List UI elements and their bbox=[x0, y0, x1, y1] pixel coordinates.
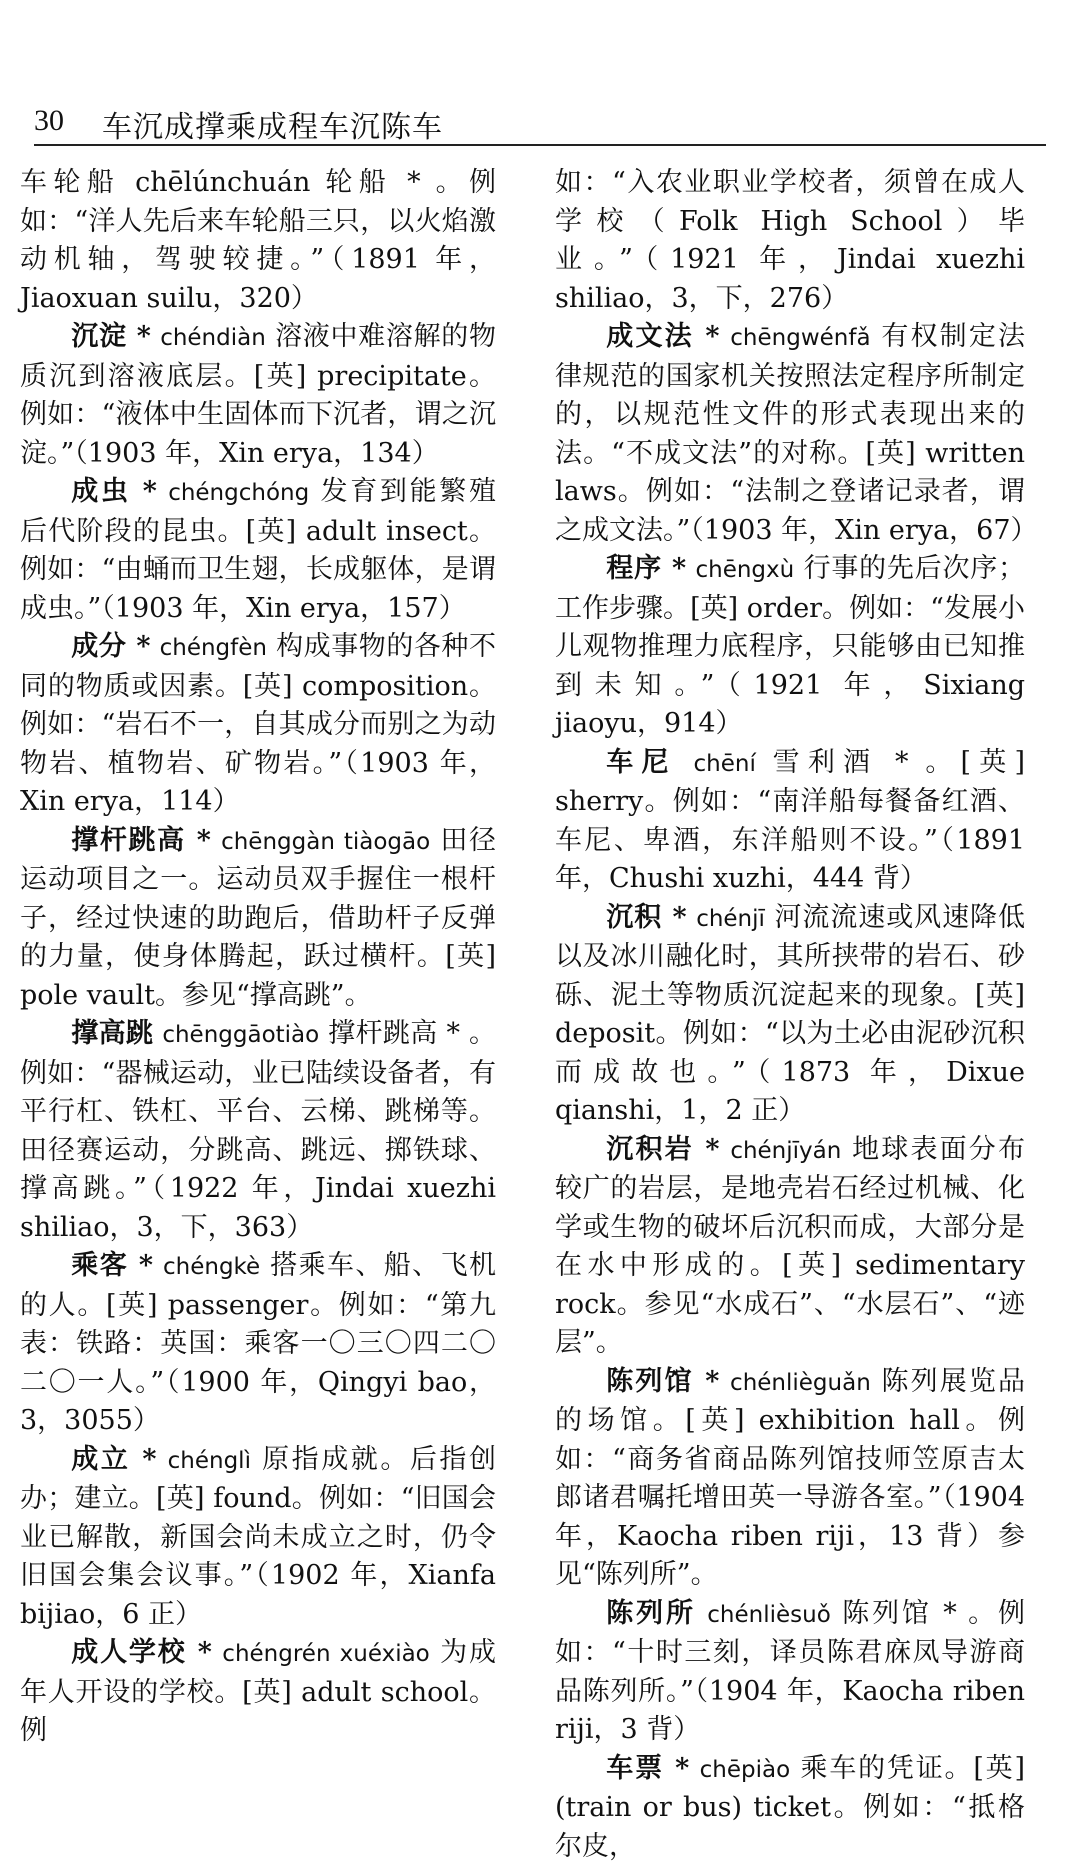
dictionary-entry bbox=[20, 628, 496, 822]
entry-text: 雪利酒 * 。[英] sherry。例如：“南洋船每餐备红酒、车尼、卑酒，东洋船则不设。”（1891 年，Chushi xuzhi，444 背） bbox=[555, 747, 1025, 895]
running-title: 车沉成撑乘成程车沉陈车 bbox=[102, 102, 443, 146]
entry-headword: 车票 * bbox=[606, 1753, 689, 1784]
entry-text: 撑杆跳高 * 。例如：“器械运动，业已陆续设备者，有平行杠、铁杠、平台、云梯、跳梯等。田径赛运动，分跳高、跳远、掷铁球、撑高跳。”（1922 年，Jindai xuezhi shiliao，3，下，363） bbox=[20, 1018, 496, 1243]
entry-text: 田径运动项目之一。运动员双手握住一根杆子，经过快速的助跑后，借助杆子反弹的力量，使身体腾起，跃过横杆。[英] pole vault。参见“撑高跳”。 bbox=[20, 825, 496, 1011]
entry-pinyin: chénlièsuǒ bbox=[707, 1602, 831, 1628]
entry-headword: 成人学校 * bbox=[71, 1637, 212, 1668]
dictionary-entry bbox=[20, 1015, 496, 1247]
entry-text: 地球表面分布较广的岩层，是地壳岩石经过机械、化学或生物的破坏后沉积而成，大部分是在水中形成的。[英] sedimentary rock。参见“水成石”、“水层石”、“迹层”。 bbox=[555, 1134, 1025, 1359]
entry-headword: 车尼 bbox=[606, 747, 676, 778]
dictionary-entry bbox=[20, 318, 496, 473]
dictionary-entry bbox=[20, 1634, 496, 1751]
entry-pinyin: chéndiàn bbox=[160, 325, 266, 351]
entry-text: 如：“入农业职业学校者，须曾在成人学校（Folk High School）毕业。”（1921 年，Jindai xuezhi shiliao，3，下，276） bbox=[555, 167, 1025, 314]
dictionary-entry bbox=[555, 899, 1025, 1131]
entry-text: 陈列展览品的场馆。[英] exhibition hall。例如：“商务省商品陈列馆技师笠原吉太郎诸君嘱托增田英一导游各室。”（1904 年，Kaocha riben riji，13 背）参见“陈列所”。 bbox=[555, 1366, 1025, 1591]
entry-pinyin: chénglì bbox=[168, 1448, 251, 1474]
entry-pinyin: chēní bbox=[694, 751, 756, 777]
entry-text: 车轮船 chēlúnchuán 轮船 * 。例如：“洋人先后来车轮船三只，以火焰激动机轴，驾驶较捷。”（1891 年，Jiaoxuan suilu，320） bbox=[20, 167, 496, 314]
entry-pinyin: chēnggāotiào bbox=[162, 1022, 319, 1048]
entry-text: 乘车的凭证。[英] (train or bus) ticket。例如：“抵格尔皮， bbox=[555, 1753, 1025, 1862]
entry-pinyin: chēngwénfǎ bbox=[730, 325, 870, 351]
entry-text: 原指成就。后指创办；建立。[英] found。例如：“旧国会业已解散，新国会尚未成立之时，仍令旧国会集会议事。”（1902 年，Xianfa bijiao，6 正） bbox=[20, 1444, 496, 1630]
dictionary-entry bbox=[555, 1363, 1025, 1595]
dictionary-entry bbox=[20, 164, 496, 318]
dictionary-entry bbox=[555, 1750, 1025, 1866]
entry-text: 构成事物的各种不同的物质或因素。[英] composition。例如：“岩石不一，自其成分而别之为动物岩、植物岩、矿物岩。”（1903 年，Xin erya，114） bbox=[20, 631, 496, 817]
entry-pinyin: chéngfèn bbox=[160, 635, 267, 661]
entry-pinyin: chéngkè bbox=[163, 1254, 260, 1280]
dictionary-entry bbox=[555, 550, 1025, 744]
dictionary-entry bbox=[20, 473, 496, 628]
entry-text: 行事的先后次序；工作步骤。[英] order。例如：“发展小儿观物推理力底程序，只能够由已知推到未知。”（1921 年，Sixiang jiaoyu，914） bbox=[555, 553, 1025, 739]
right-column bbox=[555, 164, 1025, 1866]
left-column bbox=[20, 164, 496, 1751]
entry-pinyin: chēpiào bbox=[700, 1757, 791, 1783]
dictionary-entry bbox=[555, 1131, 1025, 1363]
dictionary-entry bbox=[20, 1247, 496, 1441]
entry-pinyin: chénjī bbox=[696, 906, 765, 932]
entry-headword: 成分 * bbox=[71, 631, 150, 662]
dictionary-entry bbox=[555, 164, 1025, 318]
entry-pinyin: chēnggàn tiàogāo bbox=[221, 829, 430, 855]
page-header bbox=[34, 98, 1046, 148]
entry-headword: 陈列所 bbox=[606, 1598, 696, 1629]
entry-text: 河流流速或风速降低以及冰川融化时，其所挟带的岩石、砂砾、泥土等物质沉淀起来的现象。[英] deposit。例如：“以为土必由泥砂沉积而成故也。”（1873 年，Dixue qianshi，1，2 正） bbox=[555, 902, 1025, 1127]
entry-text: 搭乘车、船、飞机的人。[英] passenger。例如：“第九表：铁路：英国：乘客一〇三〇四二〇二〇一人。”（1900 年，Qingyi bao，3，3055） bbox=[20, 1250, 496, 1436]
entry-pinyin: chéngchóng bbox=[168, 480, 309, 506]
entry-text: 有权制定法律规范的国家机关按照法定程序所制定的，以规范性文件的形式表现出来的法。“不成文法”的对称。[英] written laws。例如：“法制之登诸记录者，谓之成文法。”（1903 年，Xin erya，67） bbox=[555, 321, 1038, 546]
entry-headword: 乘客 * bbox=[71, 1250, 153, 1281]
dictionary-entry bbox=[20, 822, 496, 1016]
dictionary-entry bbox=[555, 318, 1025, 550]
entry-headword: 成立 * bbox=[71, 1444, 156, 1475]
entry-headword: 撑杆跳高 * bbox=[71, 825, 211, 856]
entry-text: 为成年人开设的学校。[英] adult school。例 bbox=[20, 1637, 496, 1746]
entry-headword: 陈列馆 * bbox=[606, 1366, 719, 1397]
header-rule bbox=[34, 144, 1046, 146]
dictionary-entry bbox=[555, 1595, 1025, 1750]
entry-text: 陈列馆 * 。例如：“十时三刻，译员陈君庥凤导游商品陈列所。”（1904 年，Kaocha riben riji，3 背） bbox=[555, 1598, 1025, 1746]
entry-pinyin: chénjīyán bbox=[730, 1138, 841, 1164]
entry-headword: 沉积 * bbox=[606, 902, 686, 933]
entry-headword: 成文法 * bbox=[606, 321, 719, 352]
entry-pinyin: chēngxù bbox=[695, 557, 794, 583]
entry-headword: 沉积岩 * bbox=[606, 1134, 719, 1165]
entry-headword: 程序 * bbox=[606, 553, 686, 584]
entry-headword: 成虫 * bbox=[71, 476, 157, 507]
dictionary-entry bbox=[555, 744, 1025, 899]
dictionary-entry bbox=[20, 1441, 496, 1635]
entry-text: 溶液中难溶解的物质沉到溶液底层。[英] precipitate。例如：“液体中生固体而下沉者，谓之沉淀。”（1903 年，Xin erya，134） bbox=[20, 321, 496, 469]
entry-headword: 撑高跳 bbox=[71, 1018, 153, 1049]
entry-pinyin: chénlièguǎn bbox=[730, 1370, 871, 1396]
entry-pinyin: chéngrén xuéxiào bbox=[222, 1641, 429, 1667]
entry-text: 发育到能繁殖后代阶段的昆虫。[英] adult insect。例如：“由蛹而卫生翅，长成躯体，是谓成虫。”（1903 年，Xin erya，157） bbox=[20, 476, 496, 624]
page-number: 30 bbox=[34, 104, 64, 138]
entry-headword: 沉淀 * bbox=[71, 321, 151, 352]
